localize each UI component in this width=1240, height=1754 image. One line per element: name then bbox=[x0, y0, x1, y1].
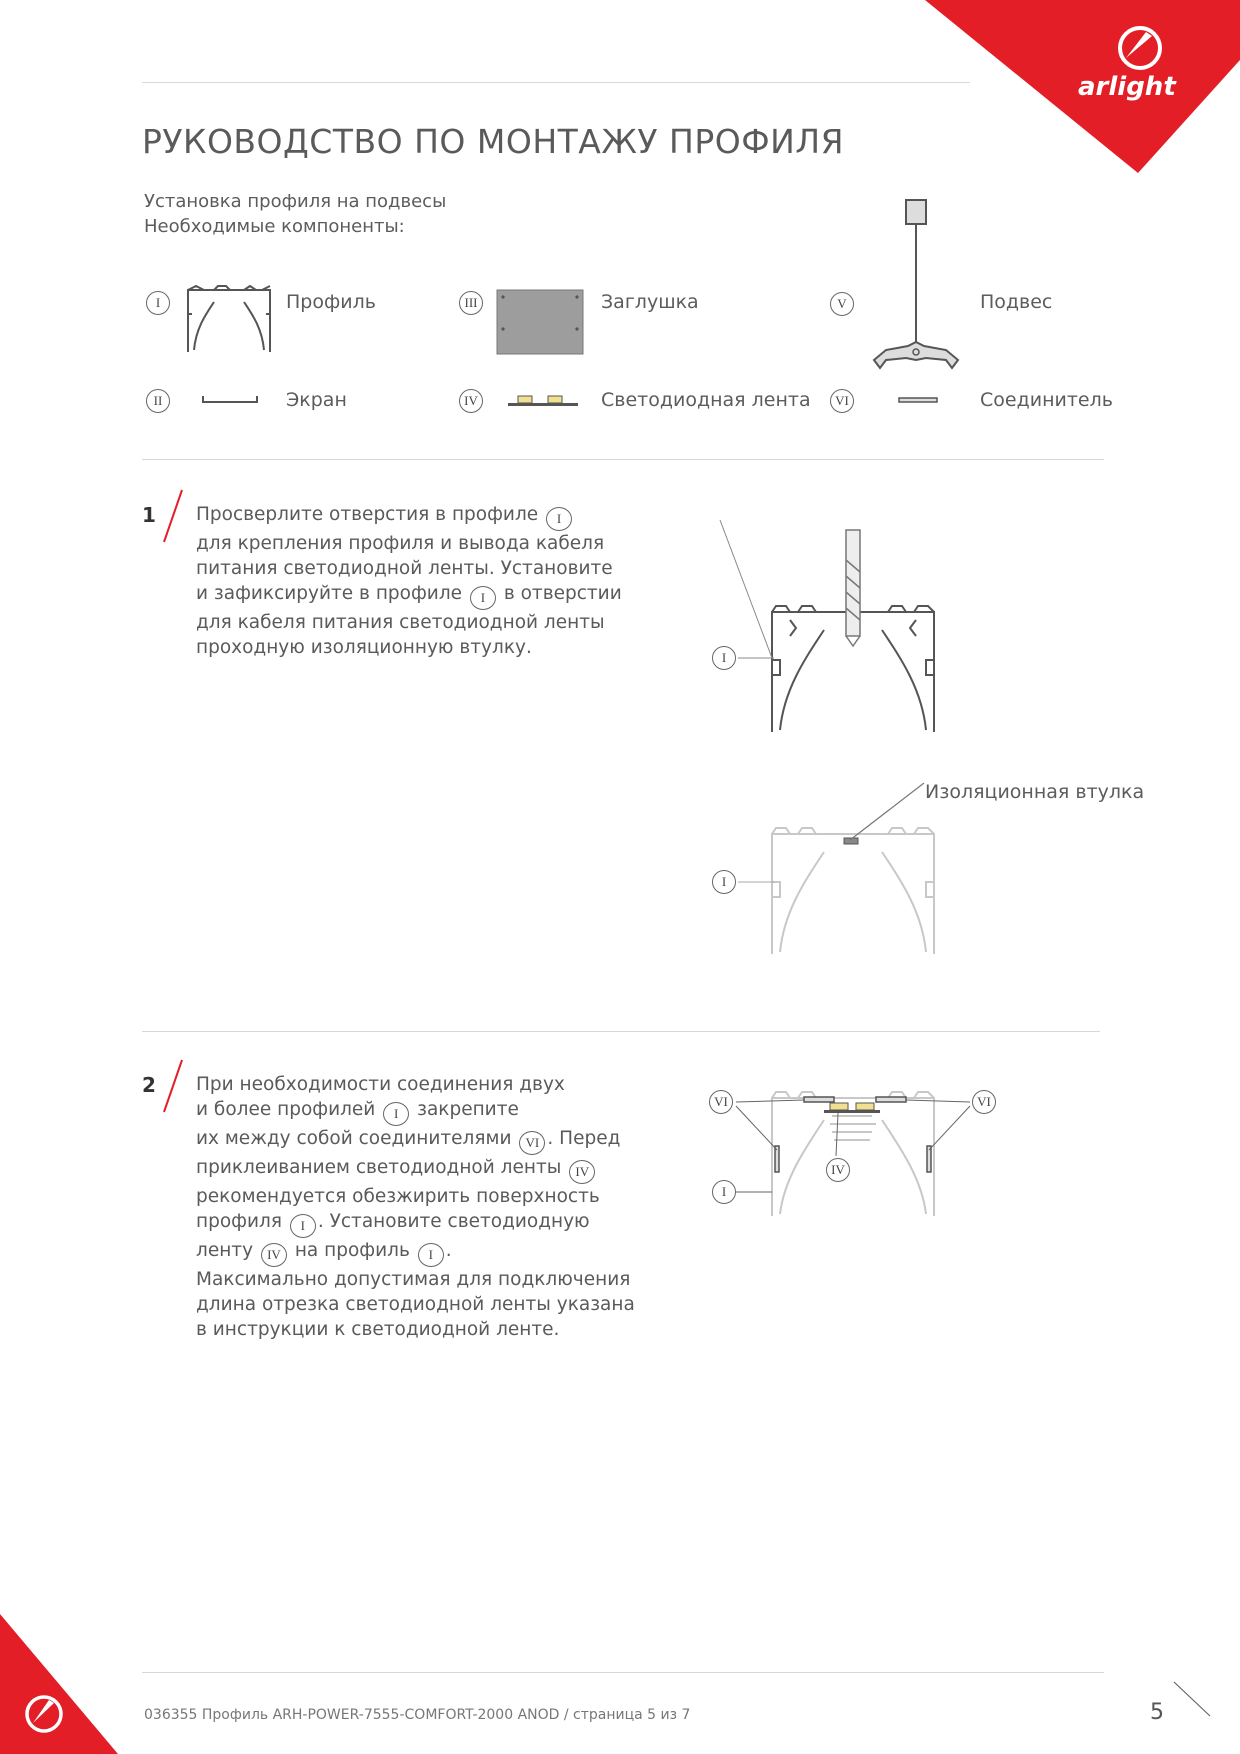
step-2-led-label: IV bbox=[826, 1158, 850, 1182]
step-1-line-1: Просверлите отверстия в профиле bbox=[196, 504, 539, 525]
step-1-text bbox=[196, 502, 622, 660]
page-number-slash bbox=[1170, 1678, 1214, 1720]
step-1-figure-a-label: I bbox=[712, 646, 736, 670]
step-1-line-6: проходную изоляционную втулку. bbox=[196, 637, 532, 658]
step-2-line-5: рекомендуется обезжирить поверхность bbox=[196, 1186, 600, 1207]
step-1-figure-b-label: I bbox=[712, 870, 736, 894]
step-2-line-7b: на профиль bbox=[294, 1240, 410, 1261]
step-2-number: 2 bbox=[142, 1073, 156, 1097]
step-2-connection-figure bbox=[700, 1080, 1000, 1230]
suspension-icon bbox=[864, 196, 976, 372]
component-number-3: III bbox=[459, 291, 483, 315]
screen-icon bbox=[200, 392, 260, 406]
step-2-profile-label: I bbox=[712, 1180, 736, 1204]
subtitle-line-2: Необходимые компоненты: bbox=[144, 216, 405, 237]
step-1-slash bbox=[160, 488, 186, 544]
component-number-5: V bbox=[830, 292, 854, 316]
step-2-line-2a: и более профилей bbox=[196, 1099, 376, 1120]
step-2-line-1: При необходимости соединения двух bbox=[196, 1074, 565, 1095]
step-2-ref-led: IV bbox=[569, 1160, 595, 1184]
step-2-slash bbox=[160, 1058, 186, 1114]
step-2-line-3b: . Перед bbox=[547, 1128, 621, 1149]
component-label-end-cap: Заглушка bbox=[601, 291, 699, 313]
component-number-2: II bbox=[146, 389, 170, 413]
step-2-text bbox=[196, 1072, 635, 1342]
bushing-callout-leader bbox=[846, 780, 926, 844]
step-2-connector-label-right: VI bbox=[972, 1090, 996, 1114]
component-label-connector: Соединитель bbox=[980, 389, 1113, 411]
page-number: 5 bbox=[1150, 1700, 1164, 1725]
step-2-connector-label-left: VI bbox=[709, 1090, 733, 1114]
step-1-line-4a: и зафиксируйте в профиле bbox=[196, 583, 463, 604]
step-1-line-4b: в отверстии bbox=[503, 583, 622, 604]
logo-text: arlight bbox=[1078, 72, 1176, 102]
footer-logo-corner bbox=[0, 1614, 120, 1754]
step-2-line-8: Максимально допустимая для подключения bbox=[196, 1269, 631, 1290]
step-2-line-10: в инструкции к светодиодной ленте. bbox=[196, 1319, 560, 1340]
component-label-screen: Экран bbox=[286, 389, 347, 411]
step-2-ref-connector: VI bbox=[519, 1131, 545, 1155]
component-label-led-strip: Светодиодная лента bbox=[601, 389, 811, 411]
step-1-line-2: для крепления профиля и вывода кабеля bbox=[196, 533, 605, 554]
component-label-profile: Профиль bbox=[286, 291, 376, 313]
component-number-1: I bbox=[146, 291, 170, 315]
connector-icon bbox=[897, 395, 939, 405]
component-number-6: VI bbox=[830, 389, 854, 413]
step-2-ref-profile-3: I bbox=[418, 1243, 444, 1267]
step-1-number: 1 bbox=[142, 503, 156, 527]
step-2-ref-led-2: IV bbox=[261, 1243, 287, 1267]
step-2-ref-profile-2: I bbox=[290, 1214, 316, 1238]
subtitle bbox=[144, 189, 446, 239]
step-1-ref-profile-2: I bbox=[470, 586, 496, 610]
step-2-line-6a: профиля bbox=[196, 1211, 282, 1232]
logo-corner bbox=[920, 0, 1240, 175]
step-2-line-3a: их между собой соединителями bbox=[196, 1128, 512, 1149]
section-divider-2 bbox=[142, 1031, 1100, 1032]
step-2-ref-profile: I bbox=[383, 1102, 409, 1126]
footer-text: 036355 Профиль ARH-POWER-7555-COMFORT-2000 ANOD / страница 5 из 7 bbox=[144, 1707, 691, 1723]
led-strip-icon bbox=[506, 393, 580, 409]
footer-rule bbox=[142, 1672, 1104, 1673]
step-1-figure-a-leader bbox=[738, 655, 778, 661]
step-1-drill-figure bbox=[700, 520, 950, 740]
step-1-line-5: для кабеля питания светодиодной ленты bbox=[196, 612, 605, 633]
bushing-callout: Изоляционная втулка bbox=[925, 781, 1145, 803]
component-number-4: IV bbox=[459, 389, 483, 413]
step-2-line-4a: приклеиванием светодиодной ленты bbox=[196, 1157, 562, 1178]
end-cap-icon bbox=[496, 289, 584, 355]
component-label-suspension: Подвес bbox=[980, 291, 1053, 313]
step-1-figure-b-leader bbox=[738, 879, 778, 885]
step-2-line-7c: . bbox=[445, 1240, 452, 1261]
top-rule bbox=[142, 82, 970, 83]
step-2-line-9: длина отрезка светодиодной ленты указана bbox=[196, 1294, 635, 1315]
step-1-line-3: питания светодиодной ленты. Установите bbox=[196, 558, 613, 579]
step-2-line-7a: ленту bbox=[196, 1240, 254, 1261]
profile-icon bbox=[184, 284, 274, 354]
page-title: РУКОВОДСТВО ПО МОНТАЖУ ПРОФИЛЯ bbox=[142, 122, 845, 161]
subtitle-line-1: Установка профиля на подвесы bbox=[144, 191, 447, 212]
step-1-ref-profile: I bbox=[546, 507, 572, 531]
step-2-line-6b: . Установите светодиодную bbox=[317, 1211, 590, 1232]
step-2-line-2b: закрепите bbox=[417, 1099, 519, 1120]
section-divider-1 bbox=[142, 459, 1104, 460]
